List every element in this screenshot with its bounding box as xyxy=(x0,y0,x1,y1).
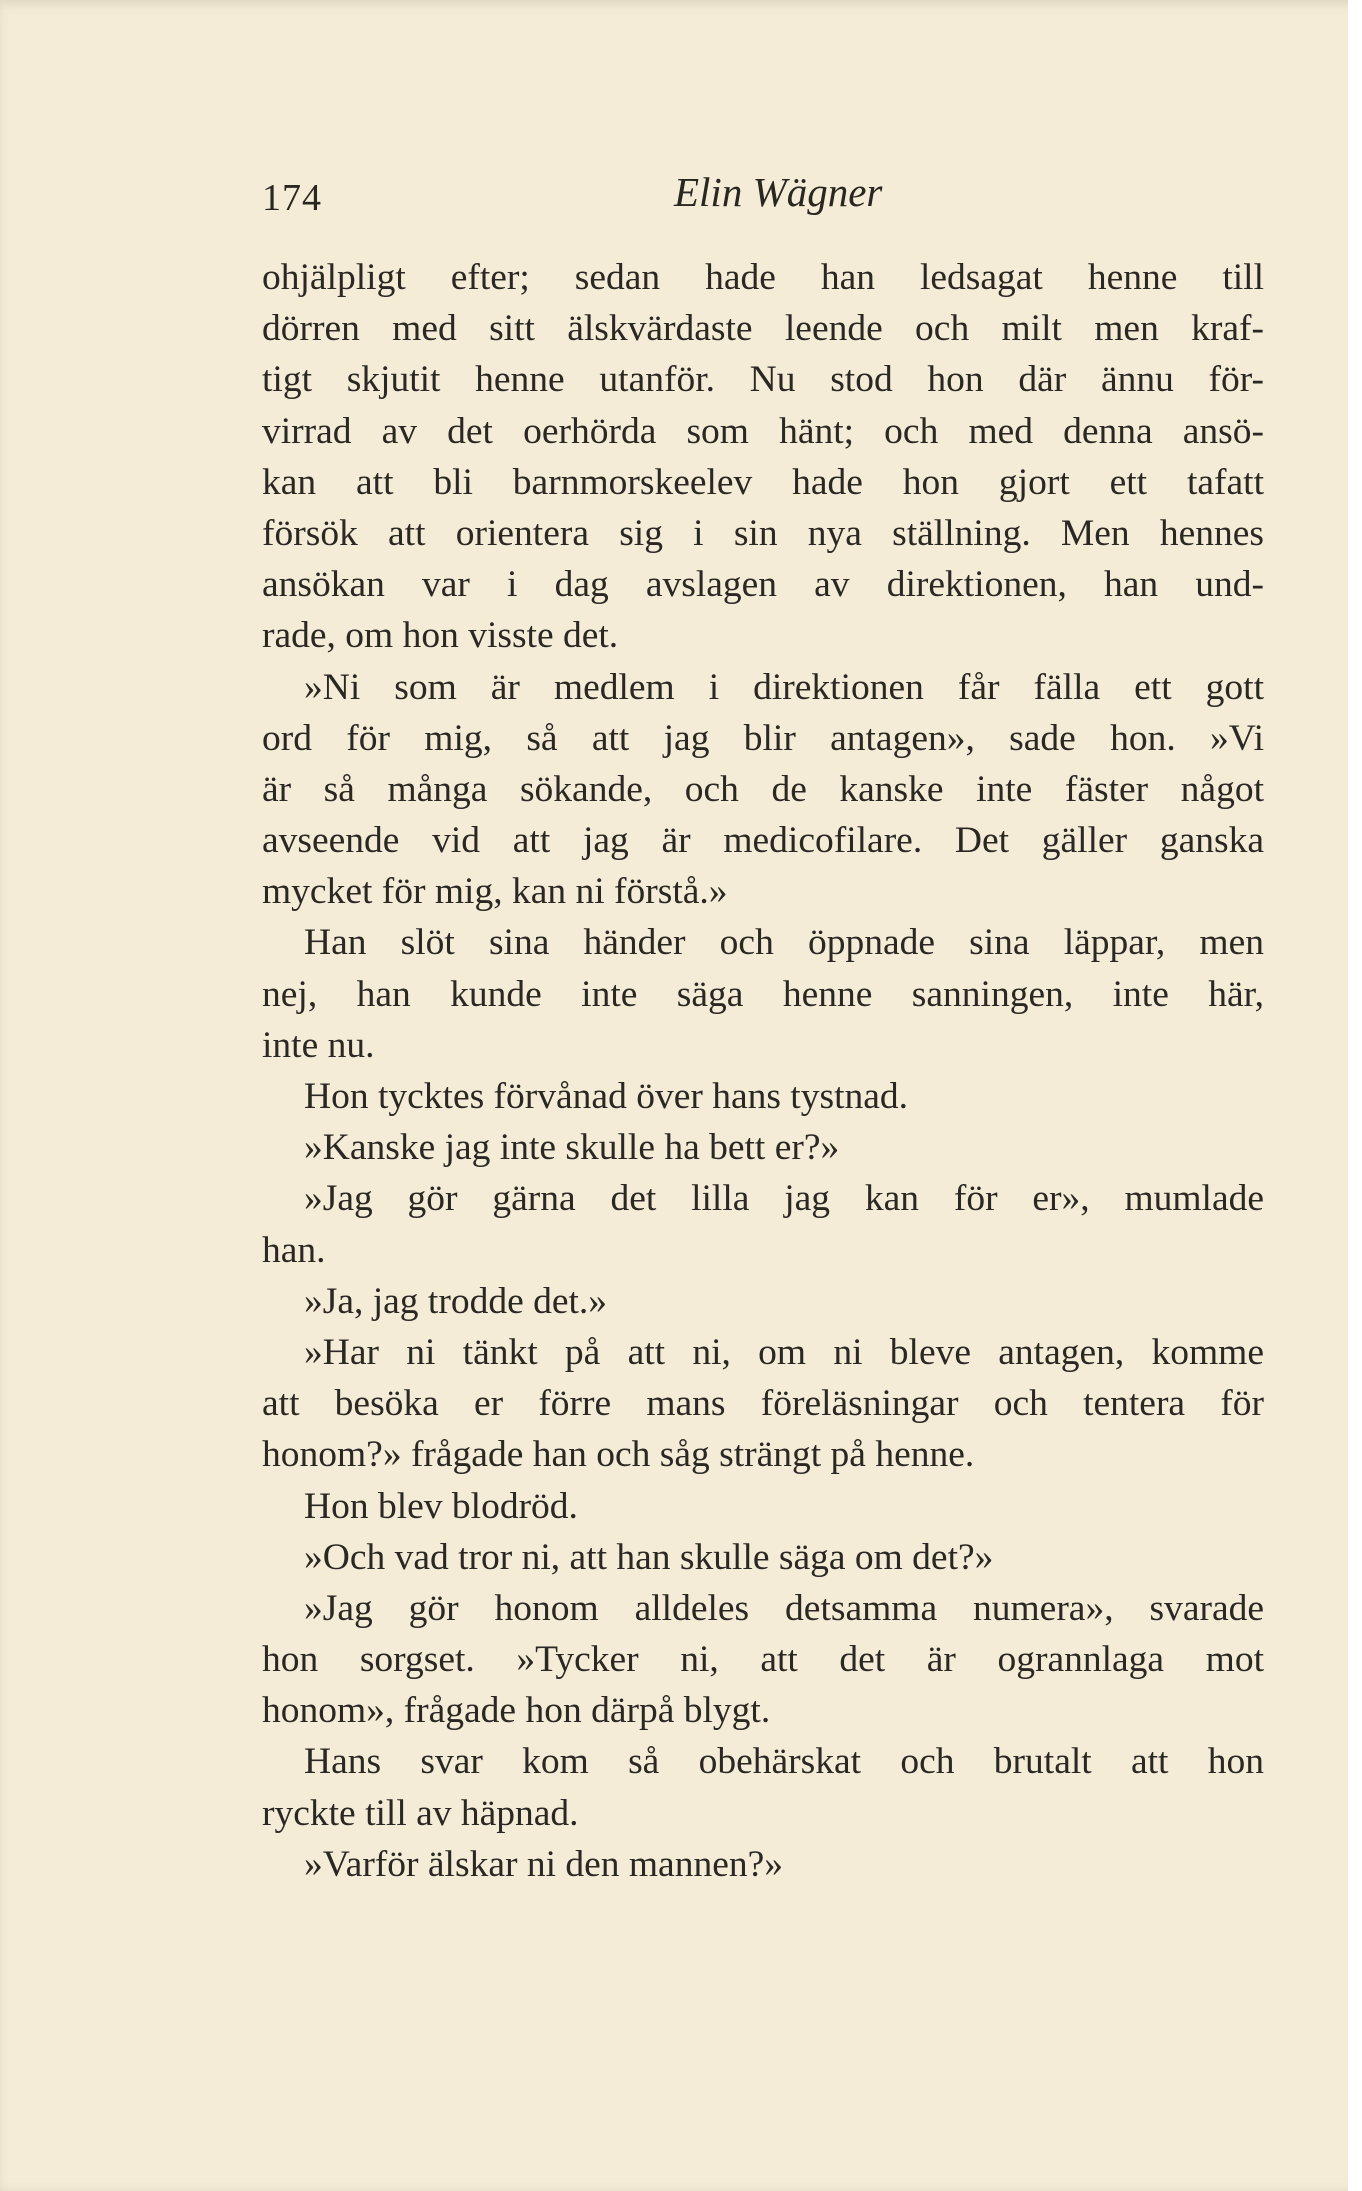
text-line: ohjälpligt efter; sedan hade han ledsagat henne till xyxy=(262,257,1264,298)
text-line: kan att bli barnmorskeelev hade hon gjort ett tafatt xyxy=(262,461,1264,503)
text-line: nej, han kunde inte säga henne sanningen, inte här, xyxy=(262,973,1264,1015)
body-text xyxy=(262,252,1264,1890)
text-line: är så många sökande, och de kanske inte fäster något xyxy=(262,768,1264,810)
text-line: tigt skjutit henne utanför. Nu stod hon där ännu för- xyxy=(262,359,1264,401)
text-line: honom», frågade hon därpå blygt. xyxy=(262,1690,771,1732)
text-line: »Varför älskar ni den mannen?» xyxy=(304,1843,783,1885)
text-line: »Kanske jag inte skulle ha bett er?» xyxy=(304,1127,840,1169)
text-line: Han slöt sina händer och öppnade sina läppar, men xyxy=(304,922,1264,964)
text-line: »Jag gör gärna det lilla jag kan för er», mumlade xyxy=(304,1178,1264,1220)
text-line: virrad av det oerhörda som hänt; och med denna ansö- xyxy=(262,410,1264,452)
text-line: »Ja, jag trodde det.» xyxy=(304,1280,608,1322)
text-line: försök att orientera sig i sin nya ställning. Men hennes xyxy=(262,512,1264,554)
text-line: Hans svar kom så obehärskat och brutalt att hon xyxy=(304,1741,1264,1783)
text-line: »Och vad tror ni, att han skulle säga om det?» xyxy=(304,1536,994,1578)
text-line: »Har ni tänkt på att ni, om ni bleve antagen, komme xyxy=(304,1331,1264,1373)
text-line: honom?» frågade han och såg strängt på henne. xyxy=(262,1434,975,1476)
text-line: mycket för mig, kan ni förstå.» xyxy=(262,871,728,913)
text-line: Hon tycktes förvånad över hans tystnad. xyxy=(304,1076,909,1117)
scan-margin xyxy=(1348,0,1362,2191)
text-line: hon sorgset. »Tycker ni, att det är ogrannlaga mot xyxy=(262,1639,1264,1681)
text-line: Hon blev blodröd. xyxy=(304,1485,578,1527)
running-head: Elin Wägner xyxy=(674,169,883,215)
text-line: ord för mig, så att jag blir antagen», sade hon. »Vi xyxy=(262,717,1264,759)
text-line: ansökan var i dag avslagen av direktionen, han und- xyxy=(262,564,1264,606)
text-line: ryckte till av häpnad. xyxy=(262,1792,579,1834)
text-line: avseende vid att jag är medicofilare. Det gäller ganska xyxy=(262,820,1264,862)
text-line: dörren med sitt älskvärdaste leende och milt men kraf- xyxy=(262,308,1264,350)
text-line: »Jag gör honom alldeles detsamma numera», svarade xyxy=(304,1587,1264,1629)
text-line: rade, om hon visste det. xyxy=(262,615,619,657)
page-header xyxy=(262,168,1262,228)
text-line: han. xyxy=(262,1229,326,1271)
text-line: »Ni som är medlem i direktionen får fälla ett gott xyxy=(304,666,1264,708)
text-line: inte nu. xyxy=(262,1024,375,1066)
text-line: att besöka er förre mans föreläsningar och tentera för xyxy=(262,1383,1264,1425)
page-number: 174 xyxy=(262,177,322,219)
